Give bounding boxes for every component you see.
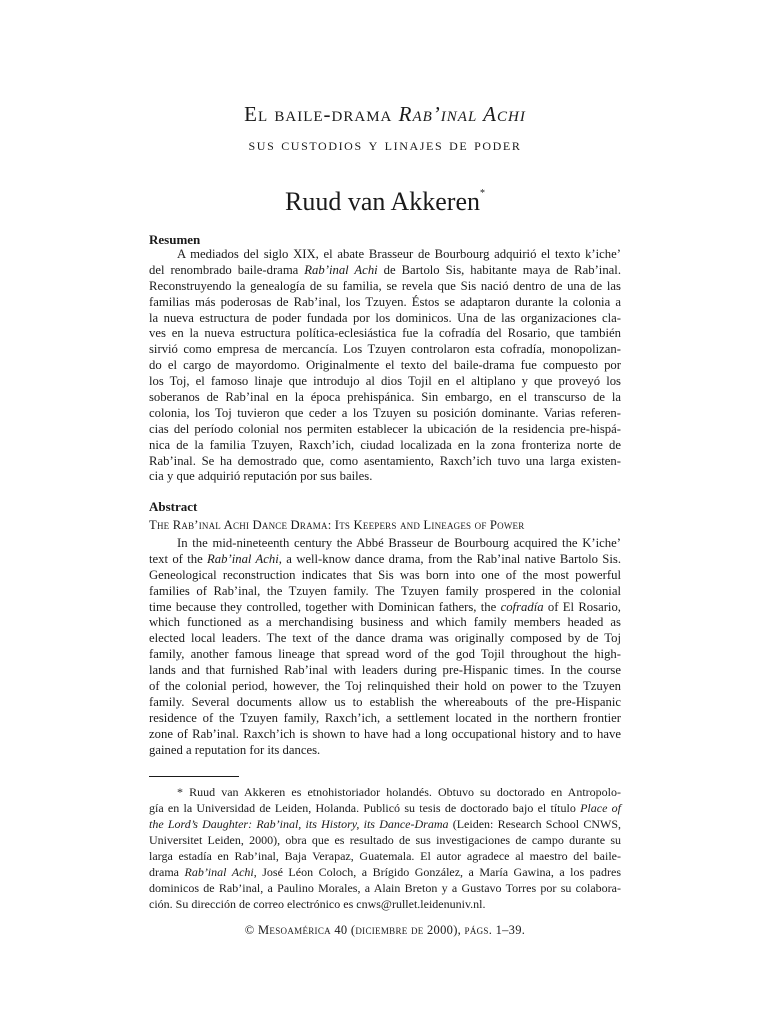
abstract-heading: Abstract — [149, 499, 198, 514]
title-prefix: El baile-drama — [244, 102, 399, 126]
resumen-line: sirvió como empresa de mercancía. Los Tzuyen controlaron esta cofradía, monopolizan- — [149, 342, 621, 357]
resumen-line: cias del período colonial nos permiten establecer la ubicación de la residencia pre-hispá- — [149, 421, 621, 436]
resumen-line: A mediados del siglo XIX, el abate Brasseur de Bourbourg adquirió el texto k’iche’ — [177, 247, 621, 261]
resumen-line: Rab’inal. Se ha demostrado que, como asentamiento, Raxch’ich tuvo una larga existen- — [149, 453, 621, 468]
abstract-line: residence of the Tzuyen family, Raxch’ich, a settlement located in the northern frontier — [149, 710, 621, 725]
abstract-line: gained a reputation for its dances. — [149, 742, 321, 757]
footnote-line: dominicos de Rab’inal, a Paulino Morales, a Alain Breton y a Gustavo Torres por su colabora- — [149, 881, 621, 895]
author-footnote — [149, 784, 621, 912]
abstract-line: family, another famous lineage that spread word of the god Tojil throughout the high- — [149, 647, 621, 662]
abstract-line: elected local leaders. The text of the dance drama was originally composed by de Toj — [149, 631, 621, 646]
abstract-line: family. Several documents allow us to establish the whereabouts of the pre-Hispanic — [149, 694, 621, 709]
abstract-line: Geneological reconstruction indicates that Sis was born into one of the most powerful — [149, 567, 621, 582]
footnote-line: drama Rab’inal Achi, José Léon Coloch, a Brígido González, a María Gawina, a los padres — [149, 865, 621, 879]
resumen-line: cia y que adquirió reputación por sus bailes. — [149, 469, 373, 484]
resumen-line: do el cargo de mayordomo. Originalmente el texto del baile-drama fue compuesto por — [149, 358, 621, 373]
resumen-heading: Resumen — [149, 232, 201, 247]
journal-citation: © Mesoamérica 40 (diciembre de 2000), págs. 1–39. — [244, 923, 526, 937]
footnote-line: gía en la Universidad de Leiden, Holanda. Publicó su tesis de doctorado bajo el título Place of — [149, 801, 622, 815]
abstract-line: of the colonial period, however, the Toj relinquished their hold on power to the Tzuyen — [149, 679, 621, 694]
resumen-line: nica de la familia Tzuyen, Raxch’ich, ciudad localizada en la zona fronteriza norte de — [149, 437, 621, 452]
abstract-line: text of the Rab’inal Achi, a well-know dance drama, from the Rab’inal native Bartolo Sis. — [149, 551, 621, 566]
article-subtitle: sus custodios y linajes de poder — [248, 135, 522, 154]
resumen-line: soberanos de Rab’inal en la época prehispánica. Sin embargo, en el transcurso de la — [149, 390, 621, 405]
abstract-line: which functioned as a merchandising business and which family members headed as — [149, 615, 621, 630]
resumen-line: colonia, los Toj tuvieron que ceder a los Tzuyen su posición dominante. Varias referen- — [149, 405, 621, 420]
abstract-line: time because they controlled, together with Dominican fathers, the cofradía of El Rosario, — [149, 599, 621, 614]
resumen-line: familias más poderosas de Rab’inal, los Tzuyen. Éstos se adaptaron durante la colonia a — [149, 294, 621, 309]
abstract-title — [149, 517, 621, 533]
footnote-line: ción. Su dirección de correo electrónico es cnws@rullet.leidenuniv.nl. — [149, 897, 486, 911]
footnote-rule — [149, 776, 239, 777]
footnote-line: larga estadía en Rab’inal, Baja Verapaz, Guatemala. El autor agradece al maestro del baile- — [149, 849, 621, 863]
abstract-line: lands and that furnished Rab’inal with leaders during pre-Hispanic times. In the course — [149, 663, 621, 678]
abstract-line: zone of Rab’inal. Raxch’ich is shown to have had a long occupational history and to have — [149, 726, 621, 741]
footnote-line: the Lord’s Daughter: Rab’inal, its History, its Dance-Drama (Leiden: Research School CNWS, — [149, 817, 622, 831]
resumen-line: Reconstruyendo la genealogía de su familia, se revela que Sis nació dentro de una de las — [149, 278, 621, 293]
title-italic: Rab’inal Achi — [398, 102, 526, 126]
abstract-line: In the mid-nineteenth century the Abbé Brasseur de Bourbourg acquired the K’iche’ — [177, 536, 621, 550]
abstract-body — [149, 536, 621, 758]
footnote-line: Universitet Leiden, 2000), obra que es resultado de sus investigaciones de campo durante su — [149, 833, 621, 847]
author-footnote-mark: * — [479, 188, 485, 199]
author-name-text: Ruud van Akkeren — [285, 187, 480, 216]
abstract-line: families of Rab’inal, the Tzuyen family. The Tzuyen family prospered in the colonial — [149, 583, 621, 598]
author-name — [149, 178, 621, 218]
abstract-title-text: The Rab’inal Achi Dance Drama: Its Keepers and Lineages of Power — [149, 518, 525, 532]
resumen-line: ves en la nueva estructura política-eclesiástica fue la cofradía del Rosario, que también — [149, 326, 621, 341]
resumen-body — [149, 247, 621, 485]
resumen-line: los Toj, el famoso linaje que introdujo al dios Tojil en el altiplano y que proveyó los — [149, 374, 621, 389]
article-title — [149, 101, 621, 127]
resumen-line: la nueva estructura de poder fundada por los dominicos. Una de las organizaciones cla- — [149, 310, 621, 325]
footnote-line: * Ruud van Akkeren es etnohistoriador holandés. Obtuvo su doctorado en Antropolo- — [177, 785, 621, 799]
resumen-line: del renombrado baile-drama Rab’inal Achi de Bartolo Sis, habitante maya de Rab’inal. — [149, 262, 621, 277]
